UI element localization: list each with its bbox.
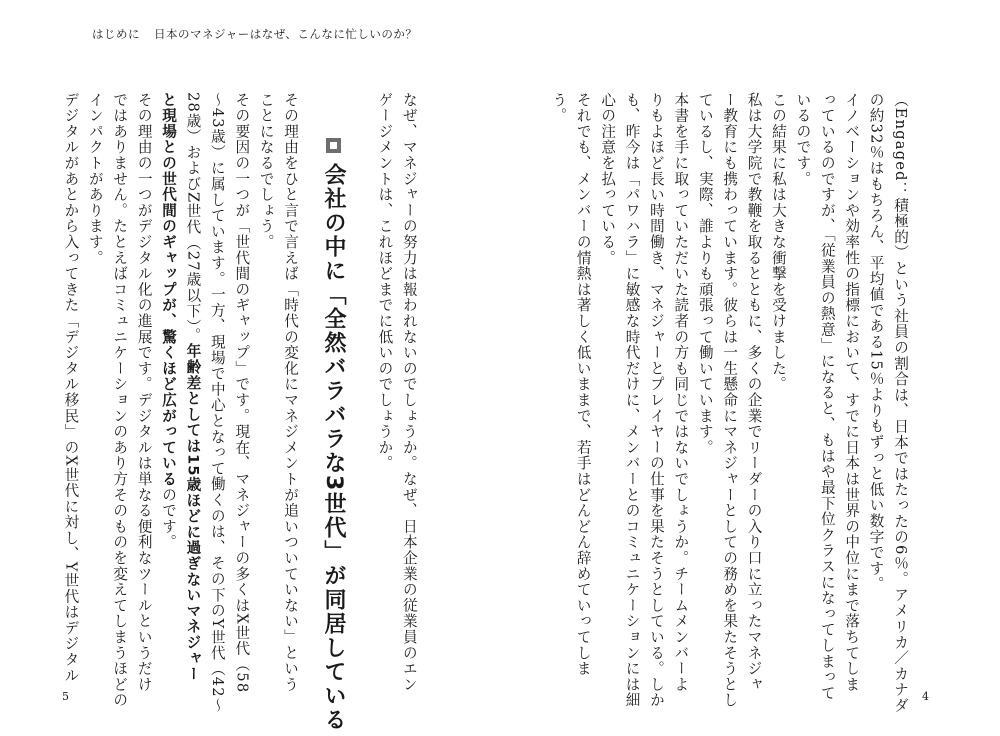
text-line: いるのです。 xyxy=(794,92,812,187)
text-line: ではありません。たとえばコミュニケーションのあり方そのものを変えてしまうほどの xyxy=(111,92,129,709)
left-page-body xyxy=(58,92,302,714)
page-number-left: 5 xyxy=(62,690,69,703)
page-number-right: 4 xyxy=(922,690,929,703)
square-bullet-icon xyxy=(326,138,341,153)
text-line: その要因の一つが「世代間のギャップ」です。現在、マネジャーの多くはX世代（58 xyxy=(233,92,251,694)
text-line: その理由をひと言で言えば「時代の変化にマネジメントが追いついていない」という xyxy=(282,92,300,693)
text-line: （Engaged：積極的）という社員の割合は、日本ではたったの6％。アメリカ／カナダ xyxy=(892,92,909,714)
text-line: う。 xyxy=(550,92,568,124)
text-line: も、昨今は「パワハラ」に敏感な時代だけに、メンバーとのコミュニケーションには細 xyxy=(623,92,641,709)
text-line: ～43歳）に属しています。一方、現場で中心となって働くのは、その下のY世代（42～ xyxy=(208,92,226,714)
text-line: この結果に私は大きな衝撃を受けました。 xyxy=(769,92,787,393)
text-line: それでも、メンバーの情熱は著しく低いままで、若手はどんどん辞めていってしま xyxy=(574,92,592,677)
text-line: っているのですが、「従業員の熱意」になると、もはや最下位クラスになってしまって xyxy=(818,92,836,701)
text-line: なぜ、マネジャーの努力は報われないのでしょうか。なぜ、日本企業の従業員のエン xyxy=(400,92,418,693)
text-line: 本書を手に取っていただいた読者の方も同じではないでしょうか。チームメンバーよ xyxy=(672,92,690,693)
text-line-emphasis xyxy=(180,92,204,683)
right-page-text xyxy=(546,92,912,714)
running-head-label: はじめに xyxy=(92,27,140,41)
text-line: ているし、実際、誰よりも頑張って働いています。 xyxy=(696,92,714,456)
text-line: りもよほど長い時間働き、マネジャーとプレイヤーの仕事を果たそうとしている。しか xyxy=(647,92,665,709)
text-bold: と現場との世代間のギャップが、驚くほど広がっている xyxy=(160,92,178,487)
text-plain: 28歳）およびZ世代（27歳以下）。 xyxy=(184,92,202,344)
text-line-emphasis xyxy=(156,92,180,662)
text-line: デジタルがあとから入ってきた「デジタル移民」のX世代に対し、Y世代はデジタル xyxy=(62,92,80,684)
text-line: 私は大学院で教鞭を取るとともに、多くの企業でリーダーの入り口に立ったマネジャ xyxy=(745,92,763,693)
text-line: の約32％はもちろん、平均値である15％よりもずっと低い数字です。 xyxy=(867,92,885,593)
text-plain: のです。 xyxy=(160,487,178,551)
running-head-title: 日本のマネジャーはなぜ、こんなに忙しいのか？ xyxy=(154,27,418,41)
text-line: ゲージメントは、これほどまでに低いのでしょうか。 xyxy=(376,92,394,472)
running-head xyxy=(92,26,417,42)
left-page-intro xyxy=(372,92,421,693)
section-heading-text: 会社の中に「全然バラバラな3世代」が同居している xyxy=(321,163,346,733)
text-line: 心の注意を払っている。 xyxy=(599,92,617,266)
text-line: インパクトがあります。 xyxy=(86,92,104,266)
text-line: ことになるでしょう。 xyxy=(257,92,275,250)
text-line: ー教育にも携わっています。彼らは一生懸命にマネジャーとしての務めを果たそうとし xyxy=(721,92,739,709)
text-line: イノベーションや効率性の指標において、すでに日本は世界の中位にまで落ちてしま xyxy=(843,92,861,693)
text-bold: 年齢差としては15歳ほどに過ぎないマネジャー xyxy=(184,343,202,683)
section-heading xyxy=(318,138,348,732)
text-line: その理由の一つがデジタル化の進展です。デジタルは単なる便利なツールというだけ xyxy=(135,92,153,693)
